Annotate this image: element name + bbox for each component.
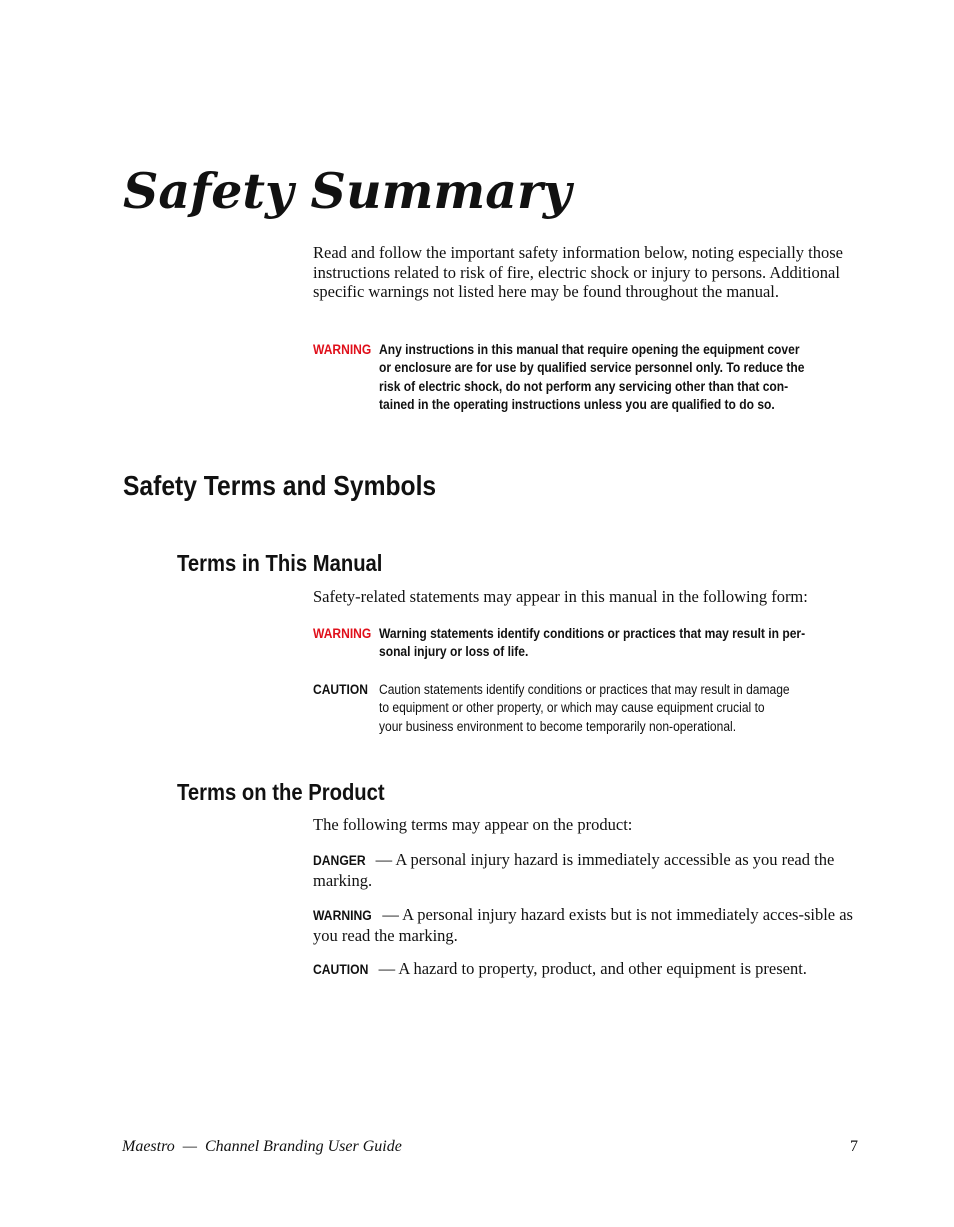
warning-label: WARNING xyxy=(313,342,372,357)
page-title: Safety Summary xyxy=(123,162,572,220)
manual-warning-label: WARNING xyxy=(313,626,372,641)
caution-term-description: — A hazard to property, product, and other equipment is present. xyxy=(374,959,807,978)
terms-in-manual-intro: Safety-related statements may appear in this manual in the following form: xyxy=(313,587,808,606)
manual-warning-notice xyxy=(313,625,873,662)
warning-term-description: — A personal injury hazard exists but is not immediately acces-sible as you read the marking. xyxy=(313,905,853,945)
terms-on-product-intro: The following terms may appear on the product: xyxy=(313,815,633,834)
warning-text: Any instructions in this manual that require opening the equipment cover or enclosure are for use by qualified service personnel only. To reduce the risk of electric shock, do not perform any servicing other than that con- tained in the operating instructions unless you are qualified to do so. xyxy=(379,342,805,413)
warning-term xyxy=(313,905,861,945)
manual-warning-text: Warning statements identify conditions or practices that may result in per- sonal injury or loss of life. xyxy=(379,626,806,660)
caution-term xyxy=(313,959,861,980)
footer-document-title: Maestro — Channel Branding User Guide xyxy=(122,1138,402,1155)
footer-page-number: 7 xyxy=(850,1138,858,1155)
danger-term xyxy=(313,850,861,890)
manual-caution-notice xyxy=(313,681,873,736)
manual-caution-text: Caution statements identify conditions or practices that may result in damage to equipment or other property, or which may cause equipment crucial to your business environment to become temporarily non-operational. xyxy=(379,682,790,734)
top-warning-notice xyxy=(313,341,873,415)
manual-caution-label: CAUTION xyxy=(313,682,368,697)
danger-label: DANGER xyxy=(313,853,366,868)
intro-paragraph: Read and follow the important safety information below, noting especially those instructions related to risk of fire, electric shock or injury to persons. Additional specific warnings not listed here may be found throughout the manual. xyxy=(313,243,844,302)
danger-description: — A personal injury hazard is immediately accessible as you read the marking. xyxy=(313,850,835,890)
terms-on-product-heading: Terms on the Product xyxy=(177,779,385,805)
terms-in-manual-heading: Terms in This Manual xyxy=(177,550,383,576)
warning-term-label: WARNING xyxy=(313,908,372,923)
caution-term-label: CAUTION xyxy=(313,962,369,977)
section-heading: Safety Terms and Symbols xyxy=(123,470,437,501)
